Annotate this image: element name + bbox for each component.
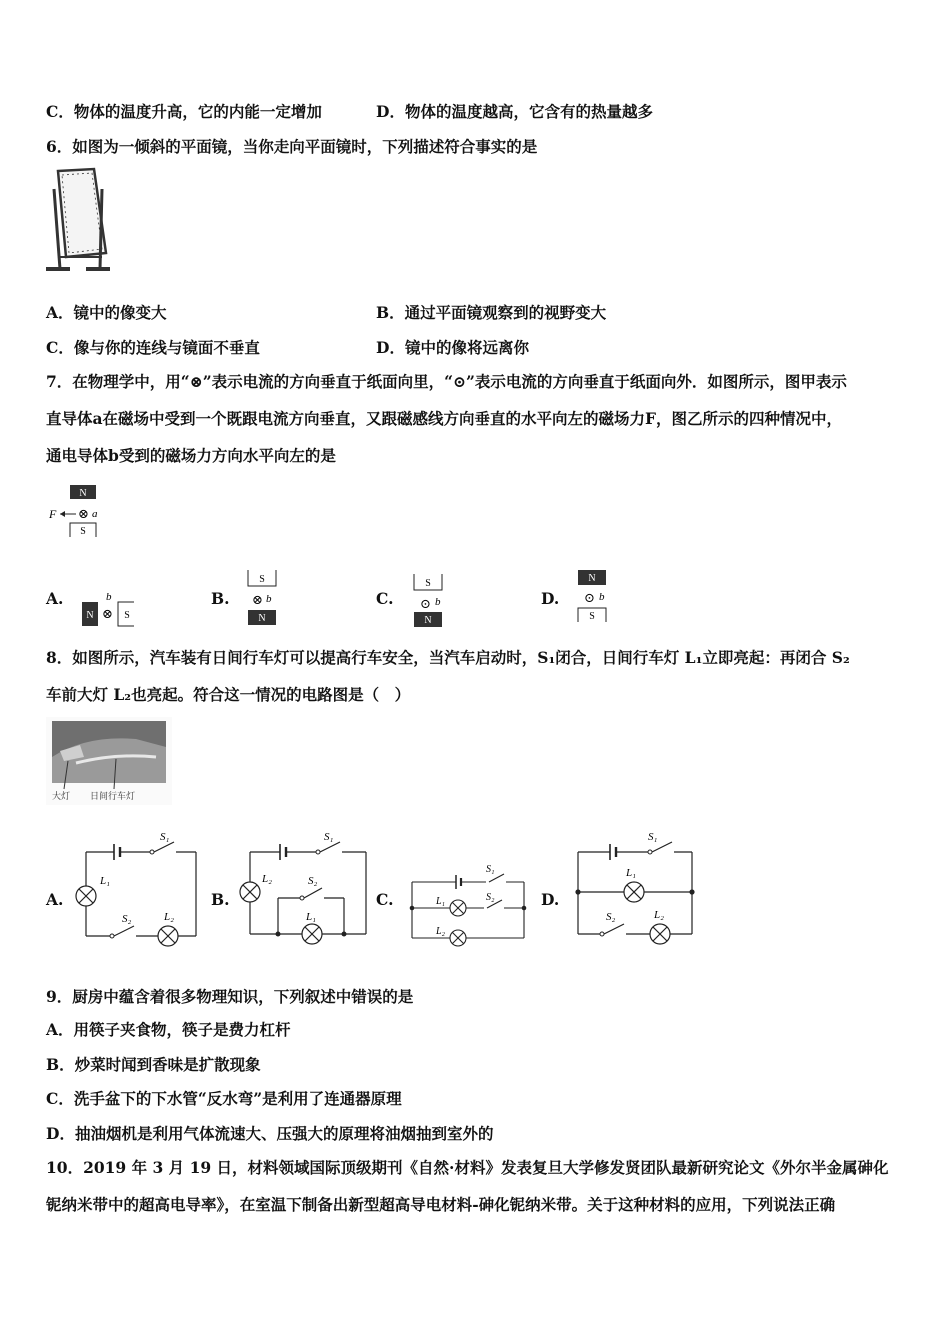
q10-stem-line2: 铌纳米带中的超高电导率》，在室温下制备出新型超高导电材料-砷化铌纳米带。关于这种材料的应用，下列说法正确 <box>46 1195 836 1214</box>
svg-text:S₁: S₁ <box>160 831 170 843</box>
q7-label-b: B. <box>211 589 230 608</box>
svg-text:S₁: S₁ <box>648 831 658 843</box>
svg-text:b: b <box>266 593 272 605</box>
svg-text:b: b <box>599 591 605 603</box>
svg-text:N: N <box>258 613 266 624</box>
svg-text:S: S <box>124 610 130 621</box>
q7-option-b-figure <box>244 568 284 628</box>
svg-text:N: N <box>424 615 432 626</box>
caption-headlamp: 大灯 <box>52 791 71 801</box>
q8-label-b: B. <box>211 890 230 909</box>
svg-text:L₂: L₂ <box>164 911 174 923</box>
q8-circuit-b <box>238 828 374 952</box>
q8-label-c: C. <box>376 890 394 909</box>
q5-option-d: D．物体的温度越高，它含有的热量越多 <box>376 102 653 121</box>
q7-label-d: D. <box>541 589 560 608</box>
q7-stem-line3: 通电导体b受到的磁场力方向水平向左的是 <box>46 446 336 465</box>
q8-stem-line1: 8．如图所示，汽车装有日间行车灯可以提高行车安全，当汽车启动时，S₁闭合，日间行车灯 L₁立即亮起：再闭合 S₂ <box>46 648 850 667</box>
q6-option-d: D．镜中的像将远离你 <box>376 338 529 357</box>
svg-text:⊙: ⊙ <box>420 596 431 611</box>
q10-stem-line1: 10．2019 年 3 月 19 日，材料领域国际顶级期刊《自然·材料》发表复旦大学修发贤团队最新研究论文《外尔半金属砷化 <box>46 1158 889 1177</box>
q9-stem: 9．厨房中蕴含着很多物理知识，下列叙述中错误的是 <box>46 987 414 1006</box>
svg-text:L₂: L₂ <box>262 873 272 885</box>
q7-option-a-figure <box>80 586 144 628</box>
q8-circuit-a <box>74 828 206 952</box>
q7-option-c-figure <box>408 572 454 630</box>
q9-option-d: D．抽油烟机是利用气体流速大、压强大的原理将油烟抽到室外的 <box>46 1124 494 1143</box>
svg-text:L₁: L₁ <box>626 867 636 879</box>
caption-daytime-light: 日间行车灯 <box>90 791 136 801</box>
q8-circuit-c <box>406 858 532 948</box>
q6-option-c: C．像与你的连线与镜面不垂直 <box>46 338 260 357</box>
svg-text:b: b <box>435 596 441 608</box>
svg-text:S: S <box>589 611 595 622</box>
svg-text:L₁: L₁ <box>306 911 316 923</box>
q6-option-a: A．镜中的像变大 <box>46 303 167 322</box>
svg-text:⊗: ⊗ <box>252 592 263 607</box>
svg-text:a: a <box>92 508 98 520</box>
q8-circuit-d <box>570 826 704 952</box>
q6-option-b: B．通过平面镜观察到的视野变大 <box>376 303 607 322</box>
svg-text:⊗: ⊗ <box>78 506 89 521</box>
q6-stem: 6．如图为一倾斜的平面镜，当你走向平面镜时，下列描述符合事实的是 <box>46 137 538 156</box>
svg-text:L₁: L₁ <box>436 896 446 907</box>
svg-text:S₂: S₂ <box>486 892 495 903</box>
svg-text:L₂: L₂ <box>436 926 446 937</box>
q9-option-b: B．炒菜时闻到香味是扩散现象 <box>46 1055 261 1074</box>
svg-text:S₁: S₁ <box>324 831 334 843</box>
q8-label-a: A. <box>46 890 64 909</box>
svg-text:S: S <box>80 526 86 537</box>
svg-text:S₂: S₂ <box>122 913 132 925</box>
q9-option-c: C．洗手盆下的下水管“反水弯”是利用了连通器原理 <box>46 1089 402 1108</box>
q7-stem-line2: 直导体a在磁场中受到一个既跟电流方向垂直，又跟磁感线方向垂直的水平向左的磁场力F，图乙所示的四种情况中， <box>46 409 843 428</box>
q5-option-c: C．物体的温度升高，它的内能一定增加 <box>46 102 322 121</box>
q7-figure-jia <box>46 483 116 543</box>
q8-label-d: D. <box>541 890 560 909</box>
svg-text:S₁: S₁ <box>486 864 495 875</box>
svg-text:N: N <box>79 488 87 499</box>
svg-text:b: b <box>106 591 112 603</box>
q7-option-d-figure <box>574 568 618 628</box>
tilted-mirror-figure <box>44 165 116 277</box>
svg-text:L₂: L₂ <box>654 909 664 921</box>
car-headlight-photo <box>46 717 172 805</box>
svg-text:L₁: L₁ <box>100 875 110 887</box>
q7-label-a: A. <box>46 589 64 608</box>
svg-text:N: N <box>86 610 94 621</box>
svg-text:S₂: S₂ <box>308 875 318 887</box>
svg-text:⊗: ⊗ <box>102 606 113 621</box>
svg-text:S: S <box>259 574 265 585</box>
svg-text:S: S <box>425 578 431 589</box>
q9-option-a: A．用筷子夹食物，筷子是费力杠杆 <box>46 1020 291 1039</box>
svg-text:N: N <box>588 573 596 584</box>
q7-stem-line1: 7．在物理学中，用“⊗”表示电流的方向垂直于纸面向里，“⊙”表示电流的方向垂直于纸面向外．如图所示，图甲表示 <box>46 372 847 391</box>
q8-stem-line2: 车前大灯 L₂也亮起。符合这一情况的电路图是（ ） <box>46 685 411 704</box>
q7-label-c: C. <box>376 589 394 608</box>
svg-text:S₂: S₂ <box>606 911 616 923</box>
svg-text:⊙: ⊙ <box>584 590 595 605</box>
svg-text:F: F <box>49 507 57 521</box>
